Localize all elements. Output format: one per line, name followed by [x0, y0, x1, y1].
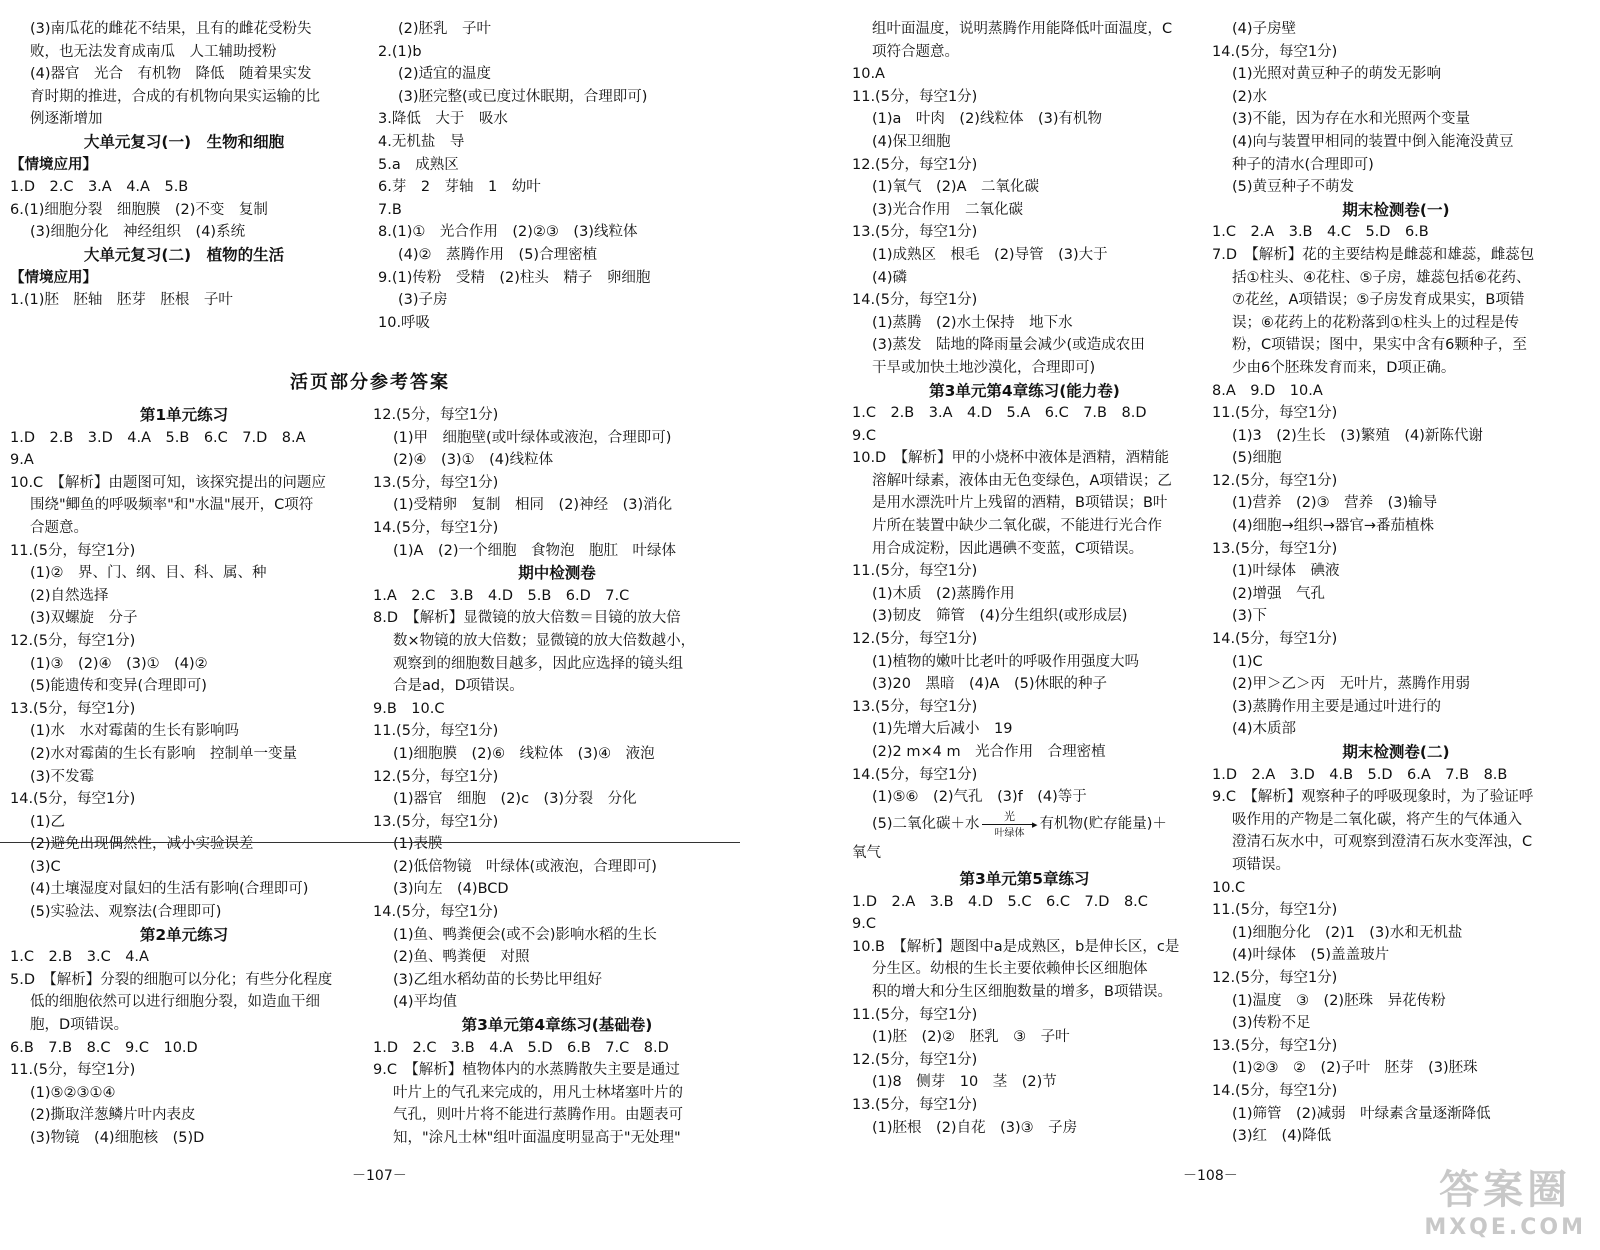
answer-line: (2)低倍物镜 叶绿体(或液泡，合理即可) — [393, 858, 657, 875]
answer-line: (2)撕取洋葱鳞片叶内表皮 — [30, 1107, 196, 1124]
answer-line: (1)A (2)一个细胞 食物泡 胞肛 叶绿体 — [393, 542, 676, 559]
answer-line: 大单元复习(一) 生物和细胞 — [83, 132, 285, 151]
answer-line: 1.D 2.A 3.D 4.B 5.D 6.A 7.B 8.B — [1212, 766, 1508, 783]
answer-line: (1)成熟区 根毛 (2)导管 (3)大于 — [872, 246, 1108, 263]
answer-line: (3)韧皮 筛管 (4)分生组织(或形成层) — [872, 608, 1128, 625]
answer-line: 溶解叶绿素，液体由无色变绿色，A项错误；乙 — [872, 472, 1172, 489]
answer-line: 10.C 【解析】由题图可知，该探究提出的问题应 — [10, 474, 326, 491]
answer-line: (4)② 蒸腾作用 (5)合理密植 — [398, 246, 598, 263]
answer-line: 败，也无法发育成南瓜 人工辅助授粉 — [30, 43, 277, 60]
answer-line: (1)⑤②③①④ — [30, 1084, 116, 1101]
answer-line: (3)20 黑暗 (4)A (5)休眠的种子 — [872, 676, 1107, 693]
answer-line: (2)自然选择 — [30, 587, 109, 604]
equation-condition-light: 光 — [1004, 810, 1016, 823]
answer-line: 9.C — [852, 916, 876, 933]
page108-number: －108－ — [1183, 1168, 1238, 1184]
answer-line: (3)细胞分化 神经组织 (4)系统 — [30, 224, 246, 241]
answer-line: 12.(5分，每空1分) — [10, 632, 136, 649]
answer-line: 8.A 9.D 10.A — [1212, 382, 1323, 399]
answer-line: 5.D 【解析】分裂的细胞可以分化；有些分化程度 — [10, 971, 333, 988]
answer-line: (1)光照对黄豆种子的萌发无影响 — [1232, 66, 1442, 83]
answer-line: (2)④ (3)① (4)线粒体 — [393, 452, 554, 469]
answer-line: 12.(5分，每空1分) — [1212, 969, 1338, 986]
answer-line: (1)先增大后减小 19 — [872, 721, 1013, 738]
page108-col-f — [1212, 18, 1580, 1148]
answer-line: (2)胚乳 子叶 — [398, 21, 492, 37]
answer-line: 11.(5分，每空1分) — [10, 542, 136, 559]
answer-line: (5)实验法、观察法(合理即可) — [30, 904, 222, 921]
page107-col-b — [378, 18, 738, 334]
answer-line: 积的增大和分生区细胞数量的增多，B项错误。 — [872, 983, 1172, 1000]
answer-line: 10.B 【解析】题图中a是成熟区，b是伸长区，c是 — [852, 938, 1180, 955]
answer-line: 7.B — [378, 201, 402, 218]
answer-line: (1)C — [1232, 653, 1263, 670]
watermark-text: 答案圈 — [1439, 1167, 1572, 1213]
answer-line: (2)水 — [1232, 88, 1268, 105]
answer-line: (3)物镜 (4)细胞核 (5)D — [30, 1130, 205, 1146]
answer-line: (4)保卫细胞 — [872, 133, 951, 150]
answer-line: (3)光合作用 二氧化碳 — [872, 201, 1024, 218]
answer-line: 第3单元第4章练习(能力卷) — [929, 381, 1120, 400]
answer-line: (4)向与装置甲相同的装置中倒入能淹没黄豆 — [1232, 133, 1514, 150]
answer-line: (1)细胞分化 (2)1 (3)水和无机盐 — [1232, 924, 1463, 941]
page107-col-c — [10, 404, 358, 1150]
answer-line: 9.A — [10, 452, 34, 469]
answer-line: (3)双螺旋 分子 — [30, 610, 138, 627]
answer-line: (3)不能，因为存在水和光照两个变量 — [1232, 111, 1471, 128]
answer-line: 期末检测卷(二) — [1342, 743, 1450, 761]
answer-line: 4.无机盐 导 — [378, 133, 465, 150]
answer-line: 误；⑥花药上的花粉落到①柱头上的过程是传 — [1232, 314, 1519, 331]
answer-line: (4)叶绿体 (5)盖盖玻片 — [1232, 947, 1390, 964]
answer-line: 6.B 7.B 8.C 9.C 10.D — [10, 1039, 198, 1056]
answer-line: (4)器官 光合 有机物 降低 随着果实发 — [30, 66, 312, 83]
answer-line: (3)C — [30, 858, 61, 875]
answer-line: (1)⑤⑥ (2)气孔 (3)f (4)等于 — [872, 789, 1087, 806]
answer-line: (3)乙组水稻幼苗的长势比甲组好 — [393, 971, 603, 988]
answer-line: 11.(5分，每空1分) — [10, 1062, 136, 1079]
answer-line: 项符合题意。 — [872, 43, 959, 60]
answer-line: (3)传粉不足 — [1232, 1015, 1311, 1032]
answer-line: (4)细胞→组织→器官→番茄植株 — [1232, 518, 1434, 535]
answer-line: (1)叶绿体 碘液 — [1232, 563, 1340, 580]
answer-line: 1.D 2.A 3.B 4.D 5.C 6.C 7.D 8.C — [852, 893, 1148, 910]
answer-line: 9.(1)传粉 受精 (2)柱头 精子 卵细胞 — [378, 269, 651, 286]
answer-line: 合题意。 — [30, 519, 88, 536]
watermark-url: MXQE.COM — [1424, 1215, 1586, 1240]
answer-line: 大单元复习(二) 植物的生活 — [83, 245, 285, 264]
answer-line: 第2单元练习 — [139, 925, 229, 944]
answer-line: (2)避免出现偶然性，减小实验误差 — [30, 836, 254, 853]
answer-line: (3)不发霉 — [30, 768, 95, 785]
answer-line: (3)下 — [1232, 608, 1268, 625]
answer-line: 12.(5分，每空1分) — [1212, 472, 1338, 489]
answer-line: (4)子房壁 — [1232, 21, 1297, 37]
answer-line: 围绕"鲫鱼的呼吸频率"和"水温"展开，C项符 — [30, 497, 314, 514]
answer-line: (2)鱼、鸭粪便 对照 — [393, 949, 530, 966]
answer-line: (1)胚 (2)② 胚乳 ③ 子叶 — [872, 1029, 1070, 1046]
answer-line: 低的细胞依然可以进行细胞分裂，如造血干细 — [30, 994, 320, 1011]
answer-line: 10.A — [852, 66, 885, 83]
answer-line: 育时期的推进，合成的有机物向果实运输的比 — [30, 88, 320, 105]
answer-line: 粉，C项错误；图中，果实中含有6颗种子，至 — [1232, 337, 1527, 354]
page107-divider-line — [0, 842, 740, 843]
answer-line: (1)a 叶肉 (2)线粒体 (3)有机物 — [872, 111, 1103, 128]
answer-line: 12.(5分，每空1分) — [373, 407, 499, 423]
answer-line: (1)营养 (2)③ 营养 (3)输导 — [1232, 495, 1438, 512]
answer-line: (1)3 (2)生长 (3)繁殖 (4)新陈代谢 — [1232, 427, 1483, 444]
answer-line: 【情境应用】 — [10, 156, 97, 173]
answer-line: 13.(5分，每空1分) — [852, 1096, 978, 1113]
answer-line: 1.C 2.B 3.C 4.A — [10, 949, 149, 966]
equation-reactants: (5)二氧化碳＋水 — [872, 815, 980, 832]
answer-line: 种子的清水(合理即可) — [1232, 156, 1374, 173]
answer-line: 项错误。 — [1232, 856, 1290, 873]
answer-line: 14.(5分，每空1分) — [1212, 1082, 1338, 1099]
answer-line: (1)甲 细胞壁(或叶绿体或液泡，合理即可) — [393, 429, 672, 446]
answer-line: 8.D 【解析】显微镜的放大倍数＝目镜的放大倍 — [373, 610, 681, 627]
answer-line: (1)② 界、门、纲、目、科、属、种 — [30, 565, 267, 582]
answer-line: 12.(5分，每空1分) — [852, 156, 978, 173]
answer-line: 10.呼吸 — [378, 314, 431, 331]
answer-line: 组叶面温度，说明蒸腾作用能降低叶面温度，C — [872, 21, 1173, 37]
answer-line: 第3单元第4章练习(基础卷) — [461, 1016, 653, 1035]
answer-line: (1)细胞膜 (2)⑥ 线粒体 (3)④ 液泡 — [393, 745, 655, 762]
answer-line: 【情境应用】 — [10, 269, 97, 286]
answer-line: 期中检测卷 — [518, 564, 596, 583]
answer-line: (1)氧气 (2)A 二氧化碳 — [872, 179, 1039, 196]
answer-line: (2)适宜的温度 — [398, 66, 492, 83]
answer-line: (1)乙 — [30, 813, 66, 830]
page108-col-e2 — [852, 868, 1197, 1139]
answer-line: 数×物镜的放大倍数；显微镜的放大倍数越小， — [393, 632, 696, 649]
answer-line: 例逐渐增加 — [30, 111, 103, 128]
answer-line: 14.(5分，每空1分) — [852, 292, 978, 309]
answer-line: 1.C 2.A 3.B 4.C 5.D 6.B — [1212, 224, 1429, 241]
answer-line: 干旱或加快土地沙漠化，合理即可) — [872, 359, 1096, 376]
equation-products: 有机物(贮存能量)＋ — [1039, 815, 1167, 832]
answer-line: 9.C 【解析】植物体内的水蒸腾散失主要是通过 — [373, 1062, 680, 1079]
answer-line: 10.D 【解析】甲的小烧杯中液体是酒精，酒精能 — [852, 450, 1169, 467]
answer-line: 1.(1)胚 胚轴 胚芽 胚根 子叶 — [10, 292, 233, 309]
equation-arrow: 光 ▸ 叶绿体 — [982, 812, 1038, 836]
page107-number: －107－ — [352, 1168, 407, 1184]
photosynthesis-equation — [852, 812, 1197, 865]
answer-line: 9.B 10.C — [373, 700, 445, 717]
page107-col-a — [10, 18, 358, 312]
answer-line: 3.降低 大于 吸水 — [378, 111, 508, 128]
answer-line: 13.(5分，每空1分) — [852, 224, 978, 241]
answer-line: 11.(5分，每空1分) — [852, 563, 978, 580]
answer-line: (1)表膜 — [393, 836, 443, 853]
answer-line: (3)蒸腾作用主要是通过叶进行的 — [1232, 698, 1442, 715]
answer-line: (1)植物的嫩叶比老叶的呼吸作用强度大吗 — [872, 653, 1140, 670]
answer-line: (1)器官 细胞 (2)c (3)分裂 分化 — [393, 791, 637, 808]
answer-line: 13.(5分，每空1分) — [1212, 1037, 1338, 1054]
answer-line: (2)甲＞乙＞丙 无叶片，蒸腾作用弱 — [1232, 676, 1471, 693]
answer-line: 6.(1)细胞分裂 细胞膜 (2)不变 复制 — [10, 201, 268, 218]
answer-line: (1)②③ ② (2)子叶 胚芽 (3)胚珠 — [1232, 1060, 1478, 1077]
answer-line: 5.a 成熟区 — [378, 156, 459, 173]
equation-condition-chloroplast: 叶绿体 — [994, 828, 1025, 839]
answer-line: 14.(5分，每空1分) — [852, 766, 978, 783]
answer-line: 13.(5分，每空1分) — [1212, 540, 1338, 557]
page107-col-d — [373, 404, 741, 1150]
answer-line: (3)子房 — [398, 292, 448, 309]
answer-line: (3)蒸发 陆地的降雨量会减少(或造成农田 — [872, 337, 1145, 354]
answer-line: (1)温度 ③ (2)胚珠 异花传粉 — [1232, 992, 1446, 1009]
equation-tail: 氧气 — [852, 845, 881, 861]
answer-line: (1)蒸腾 (2)水土保持 地下水 — [872, 314, 1073, 331]
answer-line: 气孔，则叶片将不能进行蒸腾作用。由题表可 — [393, 1107, 683, 1124]
answer-line: (3)南瓜花的雌花不结果，且有的雌花受粉失 — [30, 21, 312, 37]
answer-line: 13.(5分，每空1分) — [852, 698, 978, 715]
answer-line: 13.(5分，每空1分) — [10, 700, 136, 717]
watermark-logo — [1424, 1158, 1586, 1240]
answer-line: 1.D 2.B 3.D 4.A 5.B 6.C 7.D 8.A — [10, 429, 306, 446]
answer-line: 合是ad，D项错误。 — [393, 678, 524, 695]
answer-line: (4)平均值 — [393, 994, 458, 1011]
answer-line: 第3单元第5章练习 — [959, 870, 1090, 888]
answer-line: 吸作用的产物是二氧化碳，将产生的气体通入 — [1232, 811, 1522, 828]
answer-line: (3)向左 (4)BCD — [393, 881, 509, 898]
answer-line: (5)能遗传和变异(合理即可) — [30, 678, 207, 695]
answer-line: 12.(5分，每空1分) — [852, 631, 978, 648]
answer-line: 9.C 【解析】观察种子的呼吸现象时，为了验证呼 — [1212, 789, 1534, 806]
answer-line: 12.(5分，每空1分) — [852, 1051, 978, 1068]
answer-line: 知，"涂凡士林"组叶面温度明显高于"无处理" — [393, 1130, 681, 1146]
answer-line: 6.芽 2 芽轴 1 幼叶 — [378, 179, 541, 196]
answer-line: (1)胚根 (2)自花 (3)③ 子房 — [872, 1119, 1078, 1136]
answer-line: (1)鱼、鸭粪便会(或不会)影响水稻的生长 — [393, 926, 657, 943]
answer-line: (1)③ (2)④ (3)① (4)② — [30, 655, 208, 672]
answer-line: (1)水 水对霉菌的生长有影响吗 — [30, 723, 240, 740]
answer-line: (2)水对霉菌的生长有影响 控制单一变量 — [30, 745, 298, 762]
answer-line: (2)2 m×4 m 光合作用 合理密植 — [872, 744, 1106, 760]
answer-line: 是用水漂洗叶片上残留的酒精，B项错误；B叶 — [872, 495, 1168, 512]
answer-line: 期末检测卷(一) — [1342, 200, 1450, 219]
answer-line: 1.C 2.B 3.A 4.D 5.A 6.C 7.B 8.D — [852, 405, 1147, 422]
answer-line: 13.(5分，每空1分) — [373, 813, 499, 830]
answer-line: (1)8 侧芽 10 茎 (2)节 — [872, 1074, 1057, 1091]
answer-line: 胞，D项错误。 — [30, 1017, 129, 1034]
answer-line: (3)红 (4)降低 — [1232, 1128, 1332, 1145]
answer-line: ⑦花丝，A项错误；⑤子房发育成果实，B项错 — [1232, 292, 1525, 309]
answer-line: 片所在装置中缺少二氧化碳，不能进行光合作 — [872, 518, 1162, 535]
answer-line: (4)土壤湿度对鼠妇的生活有影响(合理即可) — [30, 881, 309, 898]
answer-line: (1)筛管 (2)减弱 叶绿素含量逐渐降低 — [1232, 1105, 1491, 1122]
page107-big-title: 活页部分参考答案 — [290, 372, 450, 393]
answer-line: 12.(5分，每空1分) — [373, 768, 499, 785]
answer-line: (2)增强 气孔 — [1232, 585, 1326, 602]
answer-line: 11.(5分，每空1分) — [852, 88, 978, 105]
answer-line: (4)木质部 — [1232, 721, 1297, 738]
answer-line: 少由6个胚珠发育而来，D项正确。 — [1232, 359, 1456, 376]
answer-line: (3)胚完整(或已度过休眠期，合理即可) — [398, 88, 648, 105]
answer-line: 14.(5分，每空1分) — [1212, 631, 1338, 648]
answer-line: 1.D 2.C 3.A 4.A 5.B — [10, 179, 189, 196]
answer-line: (1)木质 (2)蒸腾作用 — [872, 585, 1015, 602]
answer-line: 8.(1)① 光合作用 (2)②③ (3)线粒体 — [378, 224, 638, 241]
answer-line: (5)细胞 — [1232, 450, 1282, 467]
answer-line: 1.A 2.C 3.B 4.D 5.B 6.D 7.C — [373, 587, 630, 604]
answer-line: 9.C — [852, 427, 876, 444]
answer-line: 10.C — [1212, 879, 1246, 896]
answer-line: 澄清石灰水中，可观察到澄清石灰水变浑浊，C — [1232, 834, 1533, 851]
answer-line: 叶片上的气孔来完成的，用凡士林堵塞叶片的 — [393, 1084, 683, 1101]
answer-line: 分生区。幼根的生长主要依赖伸长区细胞体 — [872, 961, 1148, 978]
answer-line: 11.(5分，每空1分) — [852, 1006, 978, 1023]
answer-line: 13.(5分，每空1分) — [373, 474, 499, 491]
answer-line: 14.(5分，每空1分) — [1212, 43, 1338, 60]
answer-line: 括①柱头、④花柱、⑤子房，雄蕊包括⑥花药、 — [1232, 269, 1531, 286]
answer-line: 观察到的细胞数目越多，因此应选择的镜头组 — [393, 655, 683, 672]
answer-line: 用合成淀粉，因此遇碘不变蓝，C项错误。 — [872, 540, 1144, 557]
answer-line: 14.(5分，每空1分) — [10, 791, 136, 808]
answer-line: 14.(5分，每空1分) — [373, 904, 499, 921]
page108-col-e — [852, 18, 1197, 809]
answer-line: 第1单元练习 — [139, 406, 229, 424]
answer-line: 11.(5分，每空1分) — [1212, 902, 1338, 919]
answer-line: (5)黄豆种子不萌发 — [1232, 179, 1355, 196]
answer-line: (4)磷 — [872, 269, 908, 286]
answer-line: 1.D 2.C 3.B 4.A 5.D 6.B 7.C 8.D — [373, 1039, 669, 1056]
answer-line: 14.(5分，每空1分) — [373, 519, 499, 536]
answer-line: 7.D 【解析】花的主要结构是雌蕊和雄蕊，雌蕊包 — [1212, 246, 1535, 263]
answer-line: (1)受精卵 复制 相同 (2)神经 (3)消化 — [393, 497, 673, 514]
answer-line: 11.(5分，每空1分) — [1212, 405, 1338, 422]
answer-line: 2.(1)b — [378, 43, 422, 60]
answer-line: 11.(5分，每空1分) — [373, 723, 499, 740]
